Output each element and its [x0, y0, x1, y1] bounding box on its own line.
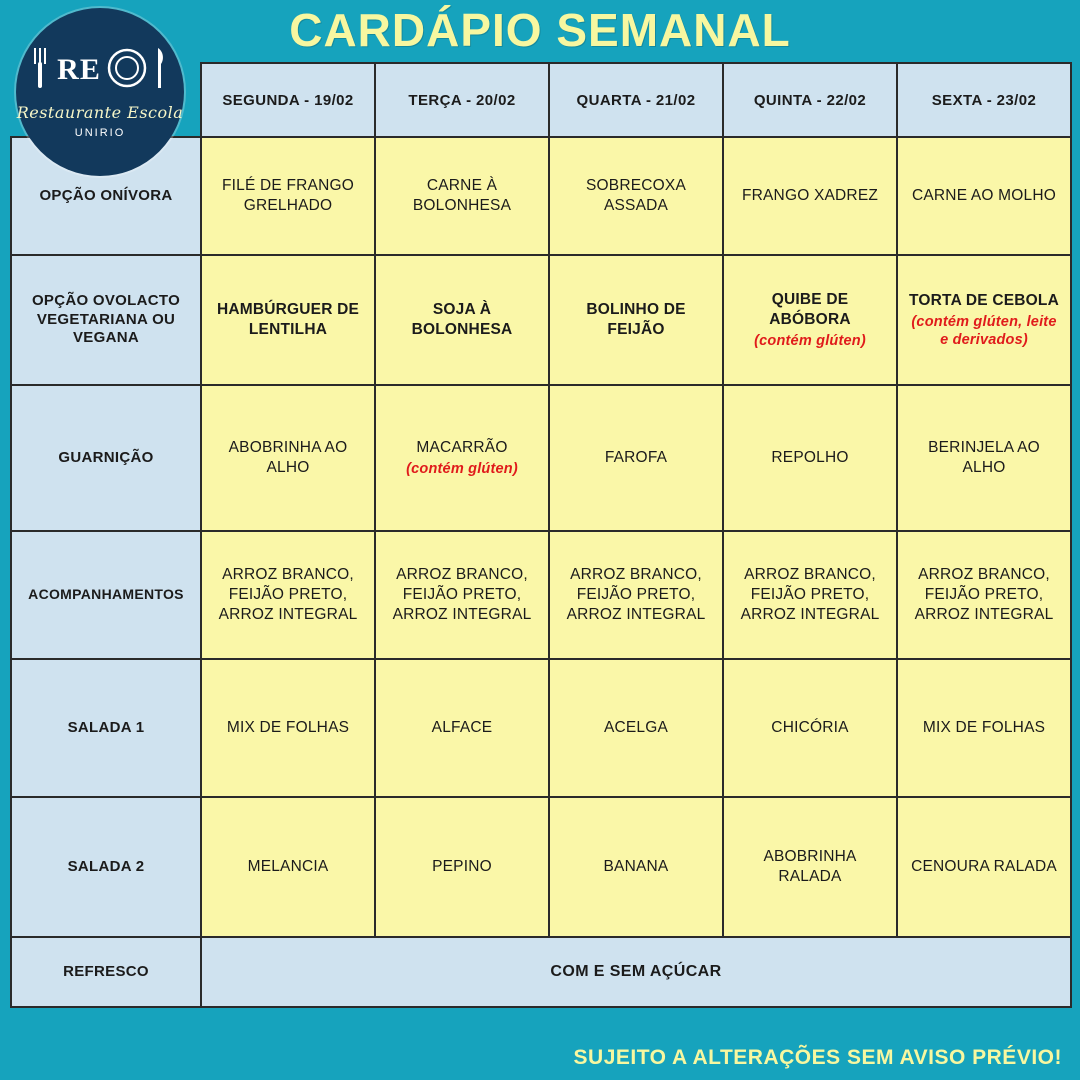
- cell-onivora-thursday: FRANGO XADREZ: [723, 137, 897, 255]
- allergen-note: (contém glúten, leite e derivados): [911, 313, 1057, 349]
- cell-guarnicao-friday: [897, 385, 1071, 531]
- cell-onivora-tuesday: CARNE À BOLONHESA: [375, 137, 549, 255]
- cell-salada2-monday: MELANCIA: [201, 797, 375, 937]
- day-header-tuesday: TERÇA - 20/02: [375, 63, 549, 137]
- day-header-monday: SEGUNDA - 19/02: [201, 63, 375, 137]
- cell-vegetariana-wednesday: [549, 255, 723, 385]
- cell-text: ABOBRINHA AO ALHO: [228, 438, 348, 476]
- cell-vegetariana-friday: [897, 255, 1071, 385]
- fork-icon: [31, 46, 51, 95]
- cell-salada1-wednesday: ACELGA: [549, 659, 723, 797]
- cell-text: BOLINHO DE FEIJÃO: [586, 300, 686, 338]
- cell-vegetariana-tuesday: [375, 255, 549, 385]
- table-row: [11, 531, 1071, 659]
- allergen-note: (contém glúten): [406, 461, 518, 477]
- cell-acompanhamentos-tuesday: ARROZ BRANCO, FEIJÃO PRETO, ARROZ INTEGRAL: [375, 531, 549, 659]
- cell-text: SOJA À BOLONHESA: [411, 300, 513, 338]
- allergen-note: (contém glúten): [754, 333, 866, 350]
- cell-refresco-value: COM E SEM AÇÚCAR: [201, 937, 1071, 1007]
- page-title: CARDÁPIO SEMANAL: [289, 4, 791, 56]
- cell-onivora-friday: CARNE AO MOLHO: [897, 137, 1071, 255]
- day-header-thursday: QUINTA - 22/02: [723, 63, 897, 137]
- menu-table-container: [10, 62, 1070, 1008]
- cell-salada2-wednesday: BANANA: [549, 797, 723, 937]
- row-label-salada-2: SALADA 2: [11, 797, 201, 937]
- cell-vegetariana-thursday: [723, 255, 897, 385]
- footer-disclaimer: SUJEITO A ALTERAÇÕES SEM AVISO PRÉVIO!: [573, 1046, 1062, 1069]
- table-row: [11, 385, 1071, 531]
- cell-salada1-friday: MIX DE FOLHAS: [897, 659, 1071, 797]
- cell-salada2-friday: CENOURA RALADA: [897, 797, 1071, 937]
- weekly-menu-table: [10, 62, 1072, 1008]
- day-header-wednesday: QUARTA - 21/02: [549, 63, 723, 137]
- cell-guarnicao-tuesday: [375, 385, 549, 531]
- cell-guarnicao-monday: [201, 385, 375, 531]
- cell-text: BERINJELA AO ALHO: [928, 438, 1040, 476]
- cell-onivora-monday: FILÉ DE FRANGO GRELHADO: [201, 137, 375, 255]
- table-row: [11, 137, 1071, 255]
- table-row: [11, 797, 1071, 937]
- logo-school-name: Restaurante Escola: [16, 102, 184, 122]
- row-label-salada-1: SALADA 1: [11, 659, 201, 797]
- cell-salada2-thursday: ABOBRINHA RALADA: [723, 797, 897, 937]
- utensils-icons: [31, 46, 169, 95]
- restaurant-logo: [16, 8, 184, 176]
- row-label-guarnicao: GUARNIÇÃO: [11, 385, 201, 531]
- cell-salada1-tuesday: ALFACE: [375, 659, 549, 797]
- cell-text: FAROFA: [604, 448, 668, 466]
- day-header-friday: SEXTA - 23/02: [897, 63, 1071, 137]
- knife-icon: [153, 46, 169, 95]
- cell-acompanhamentos-friday: ARROZ BRANCO, FEIJÃO PRETO, ARROZ INTEGRAL: [897, 531, 1071, 659]
- cell-guarnicao-wednesday: [549, 385, 723, 531]
- cell-acompanhamentos-wednesday: ARROZ BRANCO, FEIJÃO PRETO, ARROZ INTEGRAL: [549, 531, 723, 659]
- table-row: [11, 659, 1071, 797]
- table-row: [11, 255, 1071, 385]
- row-label-onivora: OPÇÃO ONÍVORA: [11, 137, 201, 255]
- cell-salada1-monday: MIX DE FOLHAS: [201, 659, 375, 797]
- row-label-vegetariana: OPÇÃO OVOLACTO VEGETARIANA OU VEGANA: [11, 255, 201, 385]
- row-label-acompanhamentos: ACOMPANHAMENTOS: [11, 531, 201, 659]
- cell-text: HAMBÚRGUER DE LENTILHA: [216, 300, 360, 338]
- cell-salada1-thursday: CHICÓRIA: [723, 659, 897, 797]
- cell-onivora-wednesday: SOBRECOXA ASSADA: [549, 137, 723, 255]
- cell-vegetariana-monday: [201, 255, 375, 385]
- row-label-refresco: REFRESCO: [11, 937, 201, 1007]
- plate-icon: [107, 48, 147, 93]
- cell-text: QUIBE DE ABÓBORA: [769, 290, 851, 328]
- cell-acompanhamentos-monday: ARROZ BRANCO, FEIJÃO PRETO, ARROZ INTEGRAL: [201, 531, 375, 659]
- cell-salada2-tuesday: PEPINO: [375, 797, 549, 937]
- cell-text: REPOLHO: [771, 448, 849, 466]
- logo-monogram: RE: [57, 53, 101, 86]
- cell-acompanhamentos-thursday: ARROZ BRANCO, FEIJÃO PRETO, ARROZ INTEGRAL: [723, 531, 897, 659]
- logo-institution: UNIRIO: [74, 126, 126, 139]
- cell-text: MACARRÃO: [416, 438, 508, 456]
- cell-text: TORTA DE CEBOLA: [909, 291, 1059, 309]
- table-row: [11, 937, 1071, 1007]
- cell-guarnicao-thursday: [723, 385, 897, 531]
